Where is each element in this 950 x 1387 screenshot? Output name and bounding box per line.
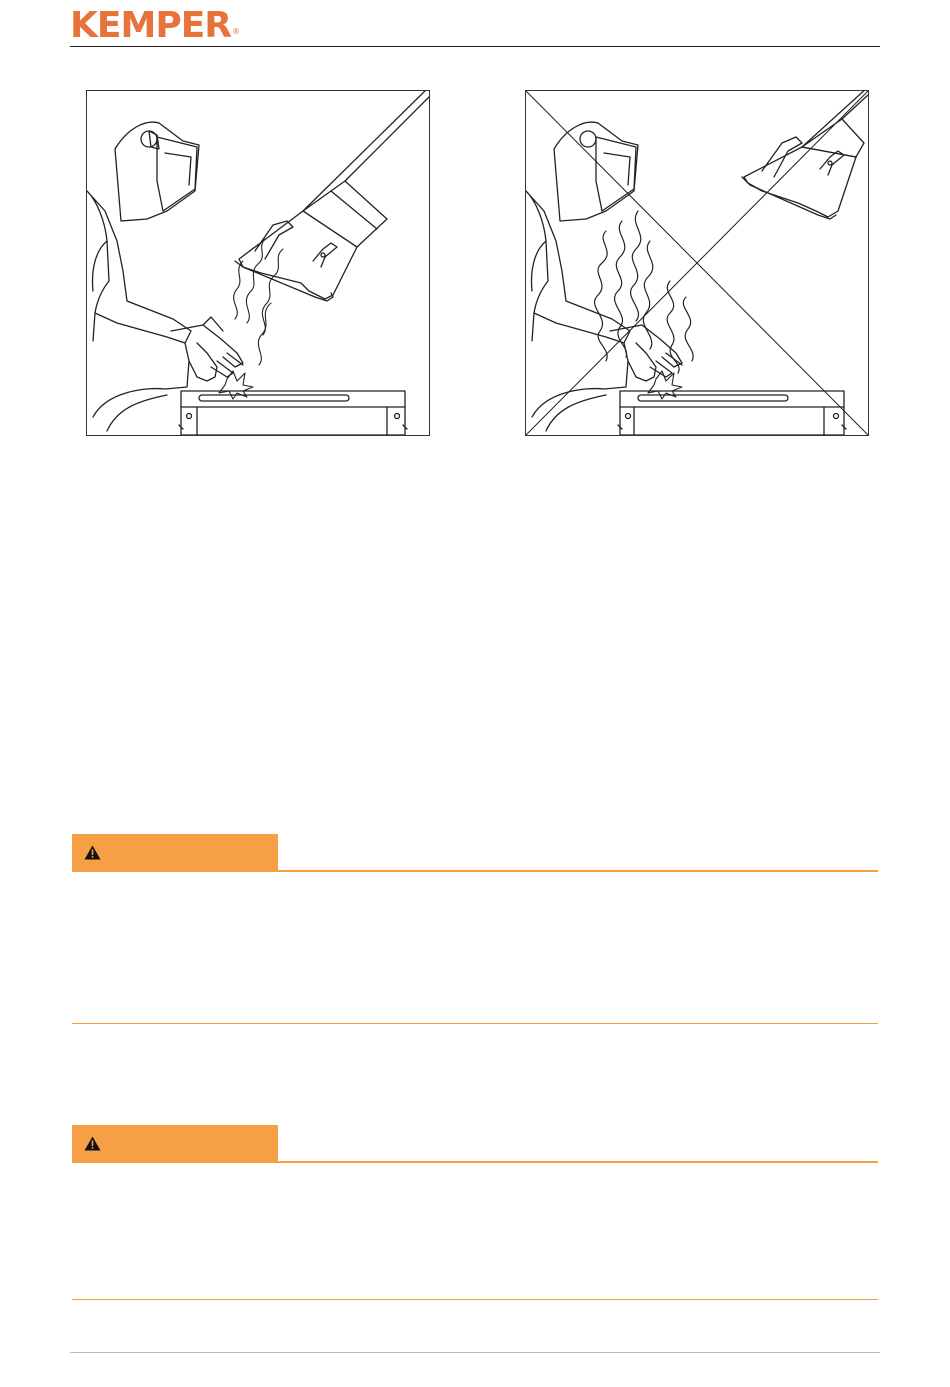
correct-extraction-figure [86,90,430,436]
fumes-large [595,211,694,373]
workbench [618,391,846,435]
incorrect-extraction-figure [525,90,869,436]
warning-footer-rule [72,1299,878,1300]
workbench [179,391,407,435]
kemper-logo [70,4,238,48]
welder-helmet [554,122,638,221]
cross-out-mark [526,91,868,435]
warning-header-rule [72,870,878,872]
warning-triangle-icon [84,845,101,860]
warning-triangle-icon [84,1136,101,1151]
brand-name: KEMPER [70,5,232,46]
extraction-arm [235,91,429,301]
welder-helmet [115,122,199,221]
warning-label [72,834,278,871]
footer-divider [70,1352,880,1353]
registered-mark: ® [232,27,240,36]
warning-label [72,1125,278,1162]
warning-footer-rule [72,1023,878,1024]
header-divider [70,46,880,47]
warning-header-rule [72,1161,878,1163]
